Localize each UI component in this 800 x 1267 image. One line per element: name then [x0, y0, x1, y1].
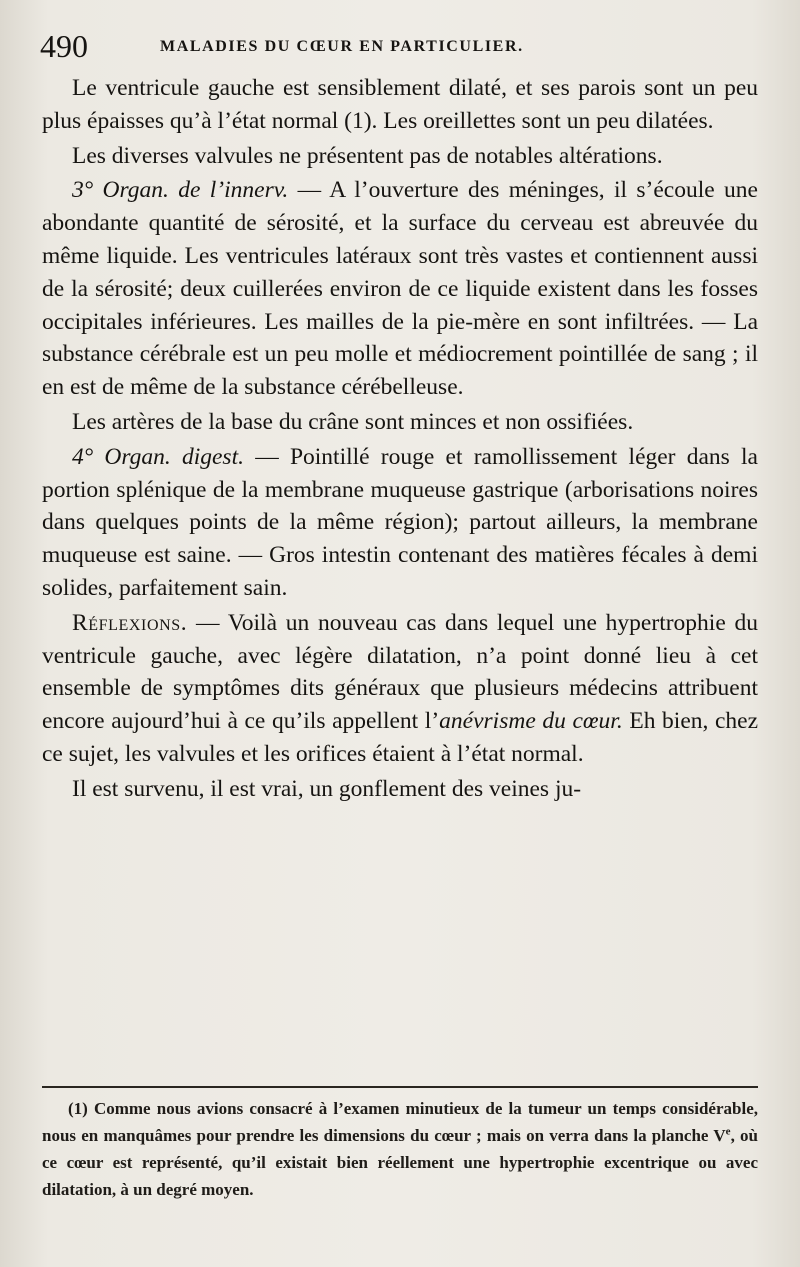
paragraph-veins: Il est survenu, il est vrai, un gonflement des veines ju- [72, 775, 582, 802]
body-text [42, 72, 758, 806]
footnote-divider [42, 1086, 758, 1088]
digestion-text: — Pointillé rouge et ramollissement léger dans la portion splénique de la membrane muqueuse gastrique (arborisations noires dans quelques points de la même région); partout ailleurs, la membrane muqueuse est saine. — Gros intestin contenant des matières fécales à demi solides, parfaitement sain. [42, 443, 758, 601]
paragraph-digestion [42, 441, 758, 605]
footnote-superscript: e [725, 1125, 731, 1138]
footnote [42, 1095, 758, 1203]
running-head: MALADIES DU CŒUR EN PARTICULIER. [160, 38, 524, 55]
paragraph-valves: Les diverses valvules ne présentent pas de notables altérations. [72, 142, 663, 169]
paragraph-arteries: Les artères de la base du crâne sont minces et non ossifiées. [72, 408, 634, 435]
page-number: 490 [40, 28, 88, 64]
reflections-text-b: Eh bien, chez ce sujet, les valvules et les orifices étaient à l’état normal. [42, 708, 759, 767]
innervation-text: — A l’ouverture des méninges, il s’écoule une abondante quantité de sérosité, et la surface du cerveau est abreuvée du même liquide. Les ventricules latéraux sont très vastes et contiennent aussi de la sérosité; deux cuillerées environ de ce liquide existent dans les fosses occipitales inférieures. Les mailles de la pie-mère en sont infiltrées. — La substance cérébrale est un peu molle et médiocrement pointillée de sang ; il en est de même de la substance cérébelleuse. [42, 177, 758, 401]
reflections-italic: anévrisme du cœur. [439, 708, 623, 735]
paragraph-ventricle: Le ventricule gauche est sensiblement dilaté, et ses parois sont un peu plus épaisses qu’à l’état normal (1). Les oreillettes sont un peu dilatées. [42, 75, 758, 134]
section-label-digestion: 4° Organ. digest. [72, 443, 244, 470]
footnote-text-a: (1) Comme nous avions consacré à l’examen minutieux de la tumeur un temps considérable, nous en manquâmes pour prendre les dimensions du cœur ; mais on verra dans la planche V [42, 1099, 758, 1145]
page-header [40, 28, 760, 68]
section-label-innervation: 3° Organ. de l’innerv. [72, 177, 289, 204]
section-label-reflections: Réflexions. [72, 609, 188, 636]
reflections-text-a: — Voilà un nouveau cas dans lequel une hypertrophie du ventricule gauche, avec légère dilatation, n’a point donné lieu à cet ensemble de symptômes dits généraux que plusieurs médecins attribuent encore aujourd’hui à ce qu’ils appellent l’ [42, 609, 758, 735]
paragraph-reflections [42, 607, 758, 771]
paragraph-innervation [42, 174, 758, 404]
footnote-text-b: , où ce cœur est représenté, qu’il existait bien réellement une hypertrophie excentrique ou avec dilatation, à un degré moyen. [42, 1126, 758, 1199]
